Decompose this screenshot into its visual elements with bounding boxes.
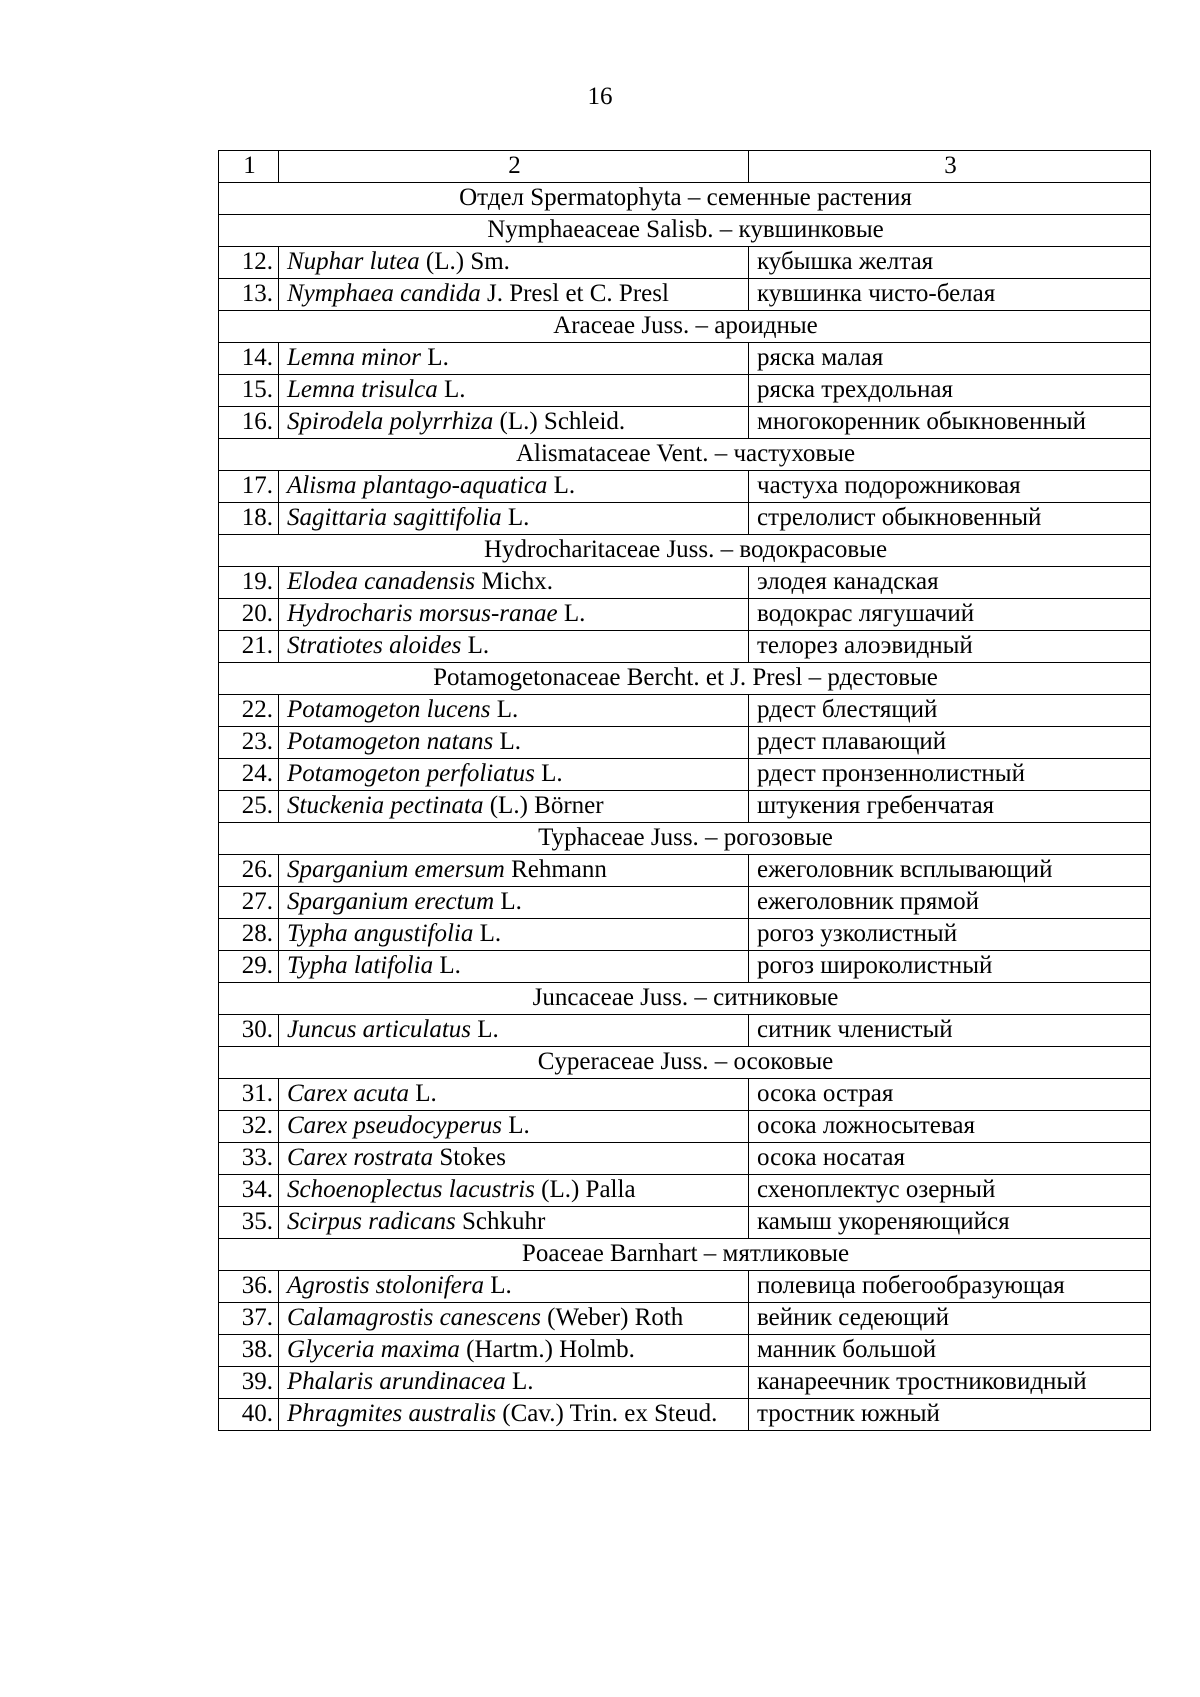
family-row <box>219 1047 1151 1079</box>
latin-name-cell <box>279 759 749 791</box>
latin-binomial: Stratiotes aloides <box>287 632 462 659</box>
row-number: 40. <box>219 1399 279 1431</box>
latin-binomial: Agrostis stolonifera <box>287 1272 485 1299</box>
author-citation: L. <box>427 344 449 371</box>
latin-binomial: Carex pseudocyperus <box>287 1112 502 1139</box>
author-citation: (Hartm.) Holmb. <box>466 1336 635 1363</box>
latin-binomial: Stuckenia pectinata <box>287 792 484 819</box>
author-citation: L. <box>477 1016 499 1043</box>
latin-name-cell <box>279 407 749 439</box>
author-citation: Schkuhr <box>462 1208 546 1235</box>
latin-name-cell <box>279 599 749 631</box>
table-row <box>219 1175 1151 1207</box>
latin-binomial: Sparganium erectum <box>287 888 495 915</box>
russian-name: стрелолист обыкновенный <box>749 503 1151 535</box>
row-number: 27. <box>219 887 279 919</box>
latin-binomial: Typha angustifolia <box>287 920 474 947</box>
latin-binomial: Elodea canadensis <box>287 568 476 595</box>
latin-binomial: Sagittaria sagittifolia <box>287 504 502 531</box>
family-heading: Poaceae Barnhart – мятликовые <box>219 1239 1151 1271</box>
family-heading: Hydrocharitaceae Juss. – водокрасовые <box>219 535 1151 567</box>
latin-name-cell <box>279 1207 749 1239</box>
latin-name-cell <box>279 855 749 887</box>
table-row <box>219 503 1151 535</box>
russian-name: полевица побегообразующая <box>749 1271 1151 1303</box>
russian-name: водокрас лягушачий <box>749 599 1151 631</box>
latin-name-cell <box>279 919 749 951</box>
row-number: 29. <box>219 951 279 983</box>
latin-binomial: Potamogeton lucens <box>287 696 491 723</box>
russian-name: рдест блестящий <box>749 695 1151 727</box>
russian-name: камыш укореняющийся <box>749 1207 1151 1239</box>
row-number: 17. <box>219 471 279 503</box>
latin-name-cell <box>279 1143 749 1175</box>
author-citation: (Weber) Roth <box>547 1304 684 1331</box>
family-heading: Juncaceae Juss. – ситниковые <box>219 983 1151 1015</box>
header-cell-russian: 3 <box>749 151 1151 183</box>
russian-name: ряска трехдольная <box>749 375 1151 407</box>
table-row <box>219 247 1151 279</box>
latin-name-cell <box>279 1399 749 1431</box>
russian-name: штукения гребенчатая <box>749 791 1151 823</box>
author-citation: L. <box>507 504 530 531</box>
latin-name-cell <box>279 247 749 279</box>
row-number: 12. <box>219 247 279 279</box>
latin-binomial: Spirodela polyrrhiza <box>287 408 494 435</box>
row-number: 34. <box>219 1175 279 1207</box>
author-citation: L. <box>499 728 522 755</box>
row-number: 19. <box>219 567 279 599</box>
latin-binomial: Carex rostrata <box>287 1144 434 1171</box>
russian-name: телорез алоэвидный <box>749 631 1151 663</box>
row-number: 21. <box>219 631 279 663</box>
header-cell-latin: 2 <box>279 151 749 183</box>
russian-name: канареечник тростниковидный <box>749 1367 1151 1399</box>
russian-name: частуха подорожниковая <box>749 471 1151 503</box>
author-citation: (L.) Palla <box>541 1176 636 1203</box>
family-heading: Araceae Juss. – ароидные <box>219 311 1151 343</box>
latin-name-cell <box>279 727 749 759</box>
latin-binomial: Lemna trisulca <box>287 376 438 403</box>
table-row <box>219 791 1151 823</box>
row-number: 16. <box>219 407 279 439</box>
table-row <box>219 1271 1151 1303</box>
latin-name-cell <box>279 503 749 535</box>
family-row <box>219 439 1151 471</box>
latin-name-cell <box>279 1175 749 1207</box>
latin-binomial: Potamogeton natans <box>287 728 494 755</box>
russian-name: кувшинка чисто-белая <box>749 279 1151 311</box>
author-citation: L. <box>443 376 466 403</box>
latin-binomial: Phalaris arundinacea <box>287 1368 506 1395</box>
latin-name-cell <box>279 375 749 407</box>
family-heading: Cyperaceae Juss. – осоковые <box>219 1047 1151 1079</box>
latin-name-cell <box>279 1111 749 1143</box>
species-table <box>218 150 1151 1431</box>
author-citation: (Cav.) Trin. ex Steud. <box>502 1400 718 1427</box>
latin-binomial: Hydrocharis morsus-ranae <box>287 600 558 627</box>
latin-name-cell <box>279 471 749 503</box>
author-citation: Michx. <box>481 568 553 595</box>
latin-binomial: Calamagrostis canescens <box>287 1304 541 1331</box>
row-number: 28. <box>219 919 279 951</box>
table-row <box>219 1015 1151 1047</box>
row-number: 30. <box>219 1015 279 1047</box>
author-citation: (L.) Börner <box>489 792 604 819</box>
table-row <box>219 1367 1151 1399</box>
table-row <box>219 1111 1151 1143</box>
author-citation: (L.) Sm. <box>425 248 510 275</box>
latin-name-cell <box>279 343 749 375</box>
latin-name-cell <box>279 1015 749 1047</box>
latin-binomial: Phragmites australis <box>287 1400 497 1427</box>
russian-name: рдест пронзеннолистный <box>749 759 1151 791</box>
table-row <box>219 631 1151 663</box>
russian-name: многокоренник обыкновенный <box>749 407 1151 439</box>
latin-binomial: Carex acuta <box>287 1080 409 1107</box>
author-citation: L. <box>467 632 490 659</box>
family-heading: Отдел Spermatophyta – семенные растения <box>219 183 1151 215</box>
family-row <box>219 535 1151 567</box>
family-row <box>219 215 1151 247</box>
table-row <box>219 567 1151 599</box>
latin-binomial: Potamogeton perfoliatus <box>287 760 535 787</box>
table-row <box>219 919 1151 951</box>
latin-name-cell <box>279 791 749 823</box>
table-row <box>219 695 1151 727</box>
author-citation: L. <box>508 1112 530 1139</box>
latin-name-cell <box>279 951 749 983</box>
table-header-row <box>219 151 1151 183</box>
latin-binomial: Nymphaea candida <box>287 280 481 307</box>
latin-name-cell <box>279 567 749 599</box>
latin-name-cell <box>279 1079 749 1111</box>
author-citation: L. <box>496 696 519 723</box>
family-heading: Alismataceae Vent. – частуховые <box>219 439 1151 471</box>
row-number: 23. <box>219 727 279 759</box>
latin-binomial: Alisma plantago-aquatica <box>287 472 548 499</box>
row-number: 33. <box>219 1143 279 1175</box>
author-citation: L. <box>490 1272 512 1299</box>
latin-binomial: Glyceria maxima <box>287 1336 460 1363</box>
row-number: 38. <box>219 1335 279 1367</box>
row-number: 20. <box>219 599 279 631</box>
family-heading: Potamogetonaceae Bercht. et J. Presl – рдестовые <box>219 663 1151 695</box>
author-citation: L. <box>415 1080 437 1107</box>
russian-name: осока носатая <box>749 1143 1151 1175</box>
family-row <box>219 823 1151 855</box>
russian-name: схеноплектус озерный <box>749 1175 1151 1207</box>
latin-name-cell <box>279 1303 749 1335</box>
table-row <box>219 1143 1151 1175</box>
row-number: 22. <box>219 695 279 727</box>
row-number: 13. <box>219 279 279 311</box>
latin-binomial: Lemna minor <box>287 344 422 371</box>
author-citation: L. <box>553 472 576 499</box>
row-number: 32. <box>219 1111 279 1143</box>
table-row <box>219 1079 1151 1111</box>
row-number: 26. <box>219 855 279 887</box>
author-citation: J. Presl et C. Presl <box>486 280 669 307</box>
russian-name: ежеголовник прямой <box>749 887 1151 919</box>
author-citation: (L.) Schleid. <box>499 408 626 435</box>
author-citation: L. <box>500 888 522 915</box>
author-citation: L. <box>541 760 563 787</box>
table-row <box>219 855 1151 887</box>
russian-name: кубышка желтая <box>749 247 1151 279</box>
species-table-body <box>219 151 1151 1431</box>
russian-name: элодея канадская <box>749 567 1151 599</box>
table-row <box>219 759 1151 791</box>
author-citation: Stokes <box>439 1144 507 1171</box>
russian-name: ежеголовник всплывающий <box>749 855 1151 887</box>
row-number: 39. <box>219 1367 279 1399</box>
russian-name: осока острая <box>749 1079 1151 1111</box>
table-row <box>219 375 1151 407</box>
table-row <box>219 279 1151 311</box>
author-citation: L. <box>479 920 502 947</box>
author-citation: Rehmann <box>511 856 607 883</box>
table-row <box>219 887 1151 919</box>
latin-name-cell <box>279 695 749 727</box>
row-number: 14. <box>219 343 279 375</box>
latin-binomial: Sparganium emersum <box>287 856 505 883</box>
family-row <box>219 311 1151 343</box>
family-heading: Typhaceae Juss. – рогозовые <box>219 823 1151 855</box>
family-row <box>219 1239 1151 1271</box>
latin-binomial: Juncus articulatus <box>287 1016 472 1043</box>
row-number: 18. <box>219 503 279 535</box>
latin-name-cell <box>279 887 749 919</box>
russian-name: ситник членистый <box>749 1015 1151 1047</box>
table-row <box>219 1207 1151 1239</box>
family-heading: Nymphaeaceae Salisb. – кувшинковые <box>219 215 1151 247</box>
family-row <box>219 183 1151 215</box>
russian-name: вейник седеющий <box>749 1303 1151 1335</box>
latin-binomial: Typha latifolia <box>287 952 434 979</box>
table-row <box>219 407 1151 439</box>
row-number: 25. <box>219 791 279 823</box>
russian-name: манник большой <box>749 1335 1151 1367</box>
table-row <box>219 599 1151 631</box>
family-row <box>219 983 1151 1015</box>
latin-name-cell <box>279 631 749 663</box>
russian-name: рдест плавающий <box>749 727 1151 759</box>
latin-name-cell <box>279 1367 749 1399</box>
table-row <box>219 1399 1151 1431</box>
latin-binomial: Scirpus radicans <box>287 1208 456 1235</box>
latin-binomial: Schoenoplectus lacustris <box>287 1176 535 1203</box>
header-cell-number: 1 <box>219 151 279 183</box>
table-row <box>219 1335 1151 1367</box>
row-number: 35. <box>219 1207 279 1239</box>
table-row <box>219 951 1151 983</box>
table-row <box>219 727 1151 759</box>
table-row <box>219 471 1151 503</box>
latin-name-cell <box>279 279 749 311</box>
russian-name: рогоз узколистный <box>749 919 1151 951</box>
table-row <box>219 343 1151 375</box>
latin-name-cell <box>279 1271 749 1303</box>
author-citation: L. <box>439 952 461 979</box>
family-row <box>219 663 1151 695</box>
russian-name: ряска малая <box>749 343 1151 375</box>
row-number: 24. <box>219 759 279 791</box>
table-row <box>219 1303 1151 1335</box>
row-number: 31. <box>219 1079 279 1111</box>
russian-name: рогоз широколистный <box>749 951 1151 983</box>
author-citation: L. <box>563 600 586 627</box>
latin-name-cell <box>279 1335 749 1367</box>
page-number: 16 <box>587 83 613 110</box>
latin-binomial: Nuphar lutea <box>287 248 420 275</box>
russian-name: осока ложносытевая <box>749 1111 1151 1143</box>
row-number: 15. <box>219 375 279 407</box>
author-citation: L. <box>512 1368 534 1395</box>
russian-name: тростник южный <box>749 1399 1151 1431</box>
row-number: 36. <box>219 1271 279 1303</box>
row-number: 37. <box>219 1303 279 1335</box>
